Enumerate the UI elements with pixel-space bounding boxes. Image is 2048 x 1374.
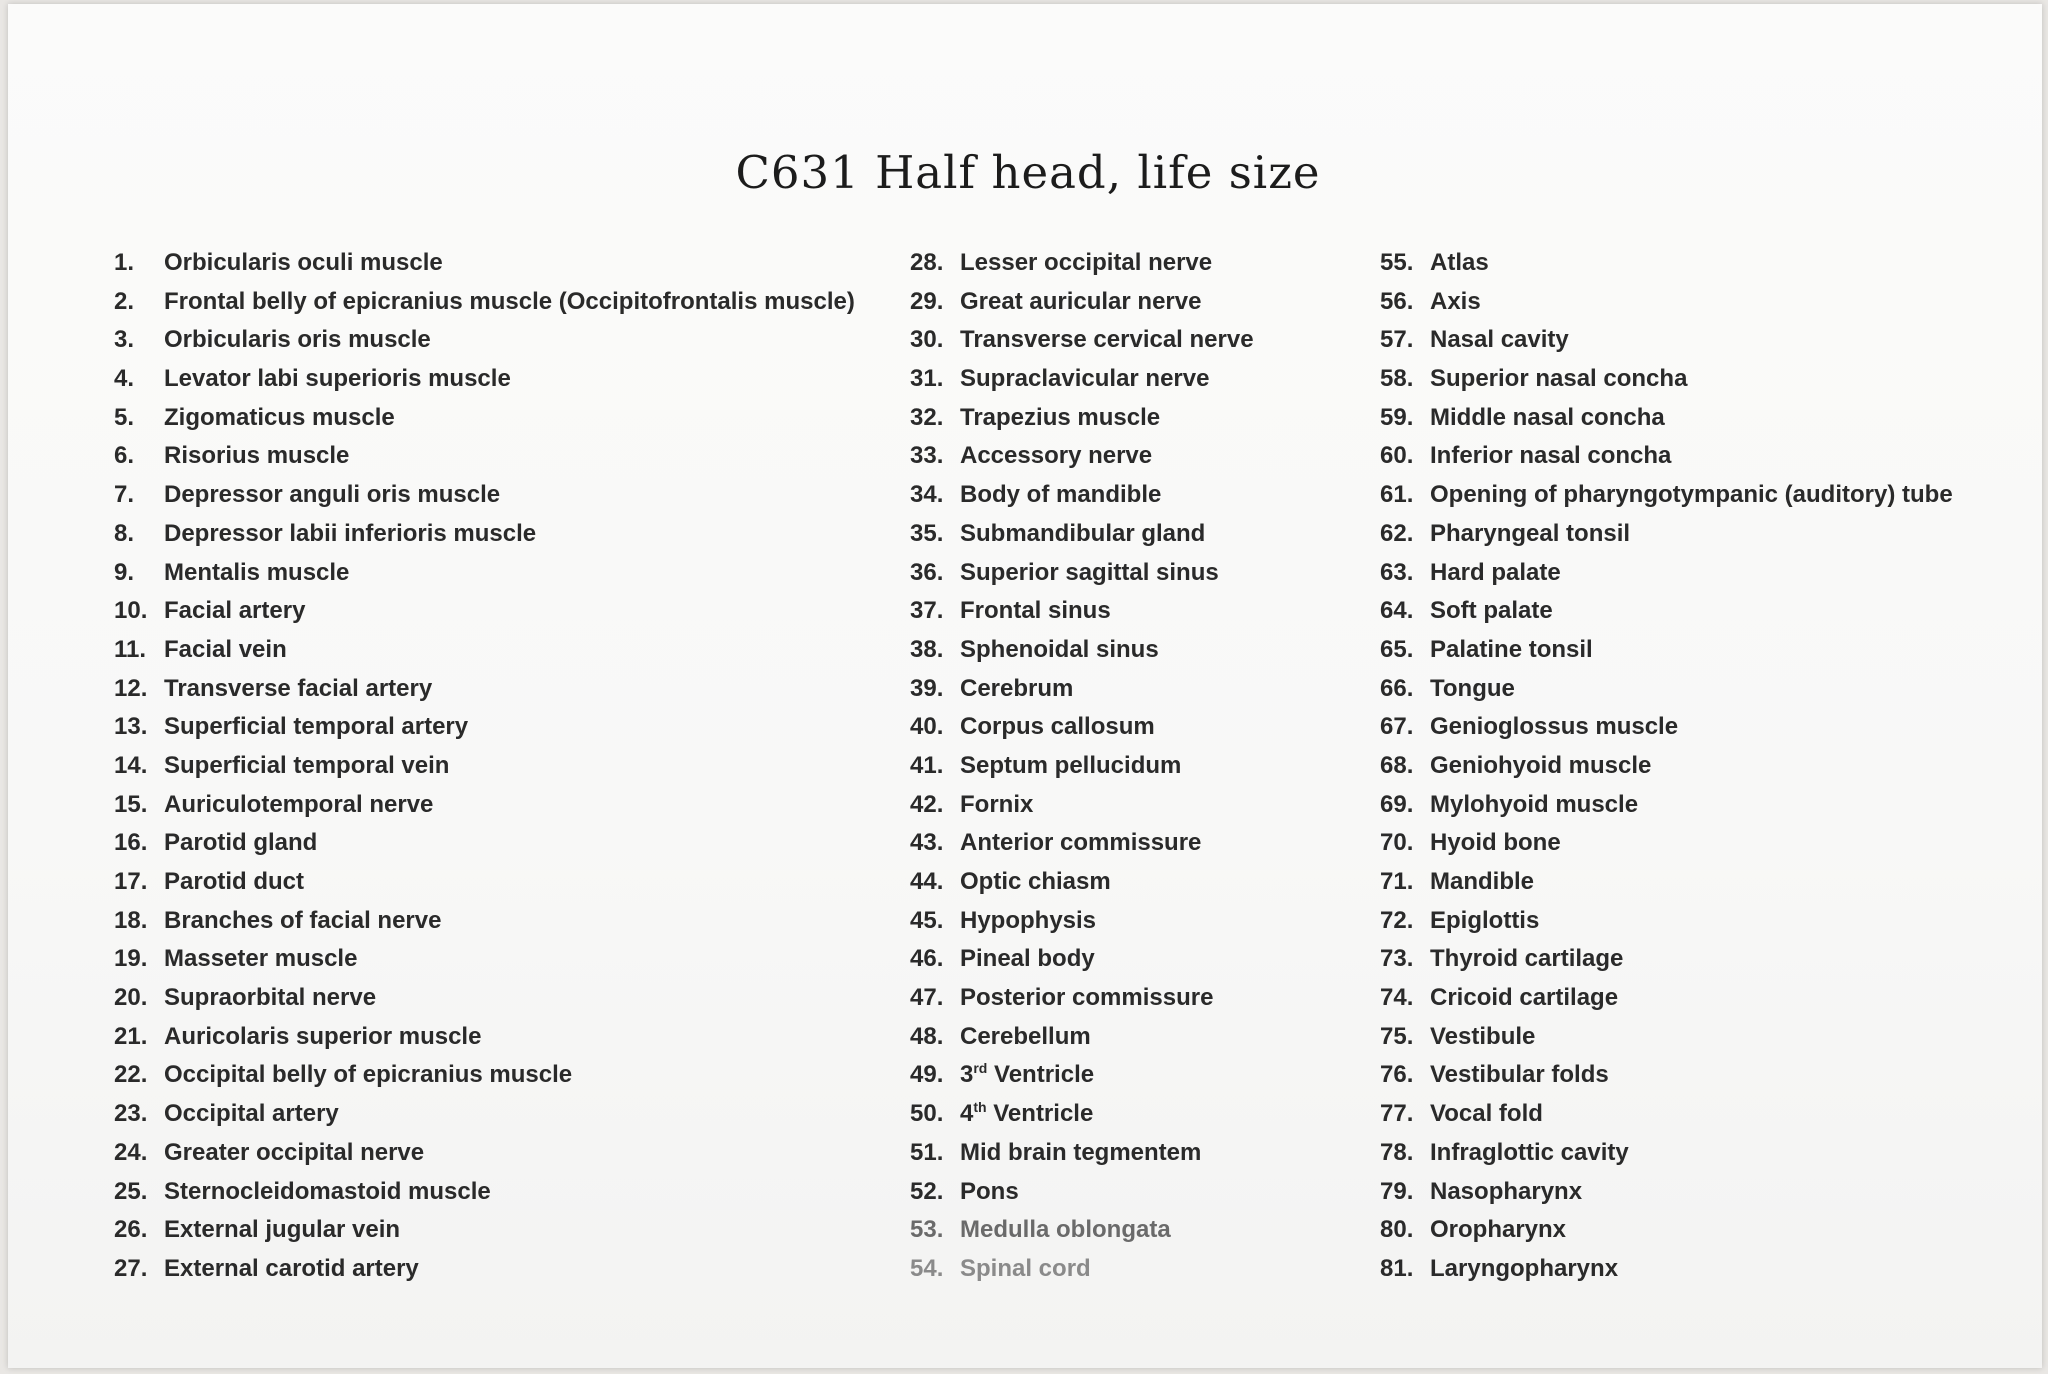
list-item — [1380, 1095, 1953, 1134]
item-number: 3. — [114, 326, 135, 354]
list-item — [910, 824, 1254, 863]
item-label: External carotid artery — [164, 1254, 419, 1282]
item-number: 24. — [114, 1138, 148, 1166]
item-label: External jugular vein — [164, 1216, 401, 1244]
item-label: Hard palate — [1430, 558, 1561, 586]
item-label: Levator labi superioris muscle — [164, 365, 511, 393]
item-number: 43. — [910, 829, 944, 857]
item-label: Anterior commissure — [960, 829, 1202, 857]
item-number: 17. — [114, 868, 148, 895]
item-label: Depressor labii inferioris muscle — [164, 519, 537, 547]
item-label: Cricoid cartilage — [1430, 984, 1619, 1012]
item-label: Vocal fold — [1430, 1100, 1543, 1128]
list-item — [1380, 283, 1953, 322]
item-number: 27. — [114, 1254, 148, 1282]
item-label: 4 — [960, 1100, 974, 1128]
item-ordinal-suffix: rd — [973, 1060, 988, 1077]
item-number: 38. — [910, 635, 944, 663]
item-label: Branches of facial nerve — [164, 906, 442, 934]
list-item — [1380, 902, 1953, 941]
item-number: 13. — [114, 713, 148, 741]
list-item — [1380, 244, 1953, 283]
item-label: Parotid duct — [164, 868, 305, 895]
item-number: 52. — [910, 1177, 944, 1205]
item-label: Great auricular nerve — [960, 287, 1202, 315]
item-label: Opening of pharyngotympanic (auditory) tube — [1430, 481, 1953, 509]
item-number: 21. — [114, 1022, 148, 1050]
list-item — [114, 399, 855, 438]
item-number: 79. — [1380, 1177, 1414, 1205]
item-label: Hyoid bone — [1430, 829, 1561, 857]
list-item — [910, 979, 1254, 1018]
list-item — [1380, 476, 1953, 515]
list-item — [910, 902, 1254, 941]
item-number: 62. — [1380, 519, 1414, 547]
list-item — [1380, 631, 1953, 670]
item-label: Mandible — [1430, 868, 1535, 895]
item-label: Palatine tonsil — [1430, 635, 1593, 663]
list-item — [910, 1173, 1254, 1212]
item-label: Cerebrum — [960, 674, 1074, 702]
list-item — [1380, 554, 1953, 593]
list-item — [114, 631, 855, 670]
item-number: 70. — [1380, 829, 1414, 857]
list-item — [114, 592, 855, 631]
list-item — [910, 940, 1254, 979]
item-number: 39. — [910, 674, 944, 702]
item-label: Pons — [960, 1177, 1019, 1205]
item-label: Atlas — [1430, 249, 1489, 276]
item-label: Sternocleidomastoid muscle — [164, 1177, 491, 1205]
item-number: 73. — [1380, 945, 1414, 973]
list-item — [1380, 1211, 1953, 1250]
item-number: 25. — [114, 1177, 148, 1205]
item-number: 51. — [910, 1138, 944, 1166]
list-item — [114, 1056, 855, 1095]
item-label: Body of mandible — [960, 481, 1162, 509]
item-number: 49. — [910, 1061, 944, 1089]
list-item — [1380, 747, 1953, 786]
item-number: 57. — [1380, 326, 1414, 354]
item-number: 14. — [114, 751, 148, 779]
item-label: Occipital artery — [164, 1100, 339, 1128]
item-label: Frontal sinus — [960, 597, 1111, 625]
item-number: 34. — [910, 481, 944, 509]
item-number: 33. — [910, 442, 944, 470]
item-label: Masseter muscle — [164, 945, 358, 973]
item-label: Vestibule — [1430, 1022, 1536, 1050]
item-label: Optic chiasm — [960, 868, 1111, 895]
item-number: 42. — [910, 790, 944, 818]
list-item — [114, 902, 855, 941]
item-number: 35. — [910, 519, 944, 547]
item-number: 56. — [1380, 287, 1414, 315]
item-label: Risorius muscle — [164, 442, 350, 470]
item-label: Superficial temporal vein — [164, 751, 450, 779]
list-item — [910, 360, 1254, 399]
list-item — [114, 708, 855, 747]
list-item — [910, 747, 1254, 786]
item-label: Occipital belly of epicranius muscle — [164, 1061, 573, 1089]
item-label: Laryngopharynx — [1430, 1254, 1619, 1282]
item-number: 40. — [910, 713, 944, 741]
list-item — [114, 670, 855, 709]
item-number: 18. — [114, 906, 148, 934]
list-item — [1380, 437, 1953, 476]
structure-list-column-2 — [910, 244, 1254, 1289]
list-item — [910, 863, 1254, 902]
list-item — [114, 1173, 855, 1212]
item-number: 63. — [1380, 558, 1414, 586]
list-item — [1380, 1173, 1953, 1212]
list-item — [910, 592, 1254, 631]
list-item — [114, 554, 855, 593]
item-number: 41. — [910, 751, 944, 779]
list-item — [1380, 979, 1953, 1018]
list-item — [910, 1018, 1254, 1057]
item-number: 65. — [1380, 635, 1414, 663]
item-label: Fornix — [960, 790, 1034, 818]
list-item — [114, 1250, 855, 1289]
item-number: 75. — [1380, 1022, 1414, 1050]
list-item — [114, 747, 855, 786]
list-item — [114, 437, 855, 476]
item-label: Mylohyoid muscle — [1430, 790, 1639, 818]
item-number: 81. — [1380, 1254, 1414, 1282]
item-label: Soft palate — [1430, 597, 1553, 625]
item-number: 19. — [114, 945, 148, 973]
list-item — [114, 979, 855, 1018]
item-label: Middle nasal concha — [1430, 403, 1665, 431]
list-item — [114, 863, 855, 902]
item-number: 22. — [114, 1061, 148, 1089]
item-number: 15. — [114, 790, 148, 818]
item-number: 32. — [910, 403, 944, 431]
item-label: Vestibular folds — [1430, 1061, 1609, 1089]
list-item — [1380, 321, 1953, 360]
item-label: Superior nasal concha — [1430, 365, 1688, 393]
list-item — [114, 1134, 855, 1173]
list-item — [910, 554, 1254, 593]
list-item — [114, 244, 855, 283]
paper-sheet — [8, 4, 2042, 1368]
item-number: 2. — [114, 287, 135, 315]
item-label: Parotid gland — [164, 829, 318, 857]
item-ordinal-suffix: th — [973, 1099, 987, 1116]
item-label: Superior sagittal sinus — [960, 558, 1219, 586]
list-item — [910, 437, 1254, 476]
item-label: Tongue — [1430, 674, 1515, 702]
structure-list-column-1 — [114, 244, 855, 1289]
list-item — [910, 1250, 1254, 1289]
item-number: 74. — [1380, 984, 1414, 1012]
item-number: 6. — [114, 442, 135, 470]
list-item — [910, 244, 1254, 283]
list-item — [114, 940, 855, 979]
item-label: Auricolaris superior muscle — [164, 1022, 482, 1050]
item-label: Orbicularis oris muscle — [164, 326, 431, 354]
item-label: Lesser occipital nerve — [960, 249, 1213, 276]
item-number: 66. — [1380, 674, 1414, 702]
list-item — [1380, 940, 1953, 979]
item-number: 8. — [114, 519, 135, 547]
item-number: 1. — [114, 249, 135, 276]
list-item — [114, 515, 855, 554]
item-number: 4. — [114, 365, 135, 393]
structure-list-column-3 — [1380, 244, 1953, 1289]
item-label: Corpus callosum — [960, 713, 1155, 741]
item-label: Axis — [1430, 287, 1481, 315]
list-item — [114, 824, 855, 863]
list-item — [114, 360, 855, 399]
item-number: 67. — [1380, 713, 1414, 741]
list-item — [114, 321, 855, 360]
item-number: 72. — [1380, 906, 1414, 934]
item-number: 55. — [1380, 249, 1414, 276]
item-number: 11. — [114, 635, 147, 663]
item-label: Pharyngeal tonsil — [1430, 519, 1631, 547]
list-item — [1380, 360, 1953, 399]
list-item — [910, 1056, 1254, 1095]
item-number: 50. — [910, 1100, 944, 1128]
item-number: 28. — [910, 249, 944, 276]
list-item — [1380, 786, 1953, 825]
list-item — [1380, 863, 1953, 902]
item-number: 16. — [114, 829, 148, 857]
list-item — [910, 631, 1254, 670]
item-label: Accessory nerve — [960, 442, 1153, 470]
item-number: 7. — [114, 481, 135, 509]
list-item — [910, 399, 1254, 438]
list-item — [114, 1211, 855, 1250]
list-item — [114, 1095, 855, 1134]
list-item — [114, 476, 855, 515]
item-label: Oropharynx — [1430, 1216, 1567, 1244]
list-item — [1380, 1056, 1953, 1095]
item-number: 29. — [910, 287, 944, 315]
list-item — [1380, 1134, 1953, 1173]
item-label: Geniohyoid muscle — [1430, 751, 1652, 779]
item-label: Greater occipital nerve — [164, 1138, 425, 1166]
item-label: Facial vein — [164, 635, 287, 663]
item-label: Inferior nasal concha — [1430, 442, 1672, 470]
list-item — [910, 708, 1254, 747]
item-number: 20. — [114, 984, 148, 1012]
item-label-rest: Ventricle — [987, 1061, 1095, 1089]
list-item — [114, 1018, 855, 1057]
list-item — [114, 786, 855, 825]
item-label: Frontal belly of epicranius muscle (Occipitofrontalis muscle) — [164, 287, 855, 315]
item-number: 23. — [114, 1100, 148, 1128]
list-item — [910, 1211, 1254, 1250]
item-number: 77. — [1380, 1100, 1414, 1128]
item-number: 46. — [910, 945, 944, 973]
list-item — [114, 283, 855, 322]
item-number: 59. — [1380, 403, 1414, 431]
list-item — [1380, 1018, 1953, 1057]
item-number: 5. — [114, 403, 135, 431]
item-label: Depressor anguli oris muscle — [164, 481, 501, 509]
item-label: Mid brain tegmentem — [960, 1138, 1202, 1166]
list-item — [910, 283, 1254, 322]
list-item — [1380, 824, 1953, 863]
item-label: Infraglottic cavity — [1430, 1138, 1629, 1166]
list-item — [910, 786, 1254, 825]
item-number: 31. — [910, 365, 944, 393]
item-label: Facial artery — [164, 597, 306, 625]
list-item — [1380, 1250, 1953, 1289]
list-item — [1380, 708, 1953, 747]
item-number: 78. — [1380, 1138, 1414, 1166]
item-number: 30. — [910, 326, 944, 354]
item-number: 47. — [910, 984, 944, 1012]
item-number: 26. — [114, 1216, 148, 1244]
item-number: 53. — [910, 1216, 944, 1244]
list-item — [910, 670, 1254, 709]
list-item — [1380, 399, 1953, 438]
item-label: Sphenoidal sinus — [960, 635, 1159, 663]
list-item — [910, 1095, 1254, 1134]
item-label: Posterior commissure — [960, 984, 1214, 1012]
item-label: Transverse cervical nerve — [960, 326, 1254, 354]
item-label: Nasopharynx — [1430, 1177, 1583, 1205]
item-label: 3 — [960, 1061, 974, 1089]
item-number: 48. — [910, 1022, 944, 1050]
item-label: Nasal cavity — [1430, 326, 1569, 354]
item-label: Epiglottis — [1430, 906, 1540, 934]
item-label-rest: Ventricle — [986, 1100, 1094, 1128]
item-number: 54. — [910, 1254, 944, 1282]
item-number: 71. — [1380, 868, 1414, 895]
item-number: 44. — [910, 868, 944, 895]
item-label: Superficial temporal artery — [164, 713, 469, 741]
item-number: 10. — [114, 597, 148, 625]
list-item — [910, 1134, 1254, 1173]
item-label: Trapezius muscle — [960, 403, 1161, 431]
item-label: Hypophysis — [960, 906, 1097, 934]
item-label: Spinal cord — [960, 1254, 1091, 1282]
list-item — [1380, 515, 1953, 554]
item-number: 68. — [1380, 751, 1414, 779]
item-number: 37. — [910, 597, 944, 625]
item-number: 60. — [1380, 442, 1414, 470]
item-label: Supraclavicular nerve — [960, 365, 1210, 393]
item-label: Mentalis muscle — [164, 558, 350, 586]
list-item — [910, 515, 1254, 554]
item-number: 36. — [910, 558, 944, 586]
item-number: 69. — [1380, 790, 1414, 818]
item-label: Supraorbital nerve — [164, 984, 377, 1012]
item-number: 12. — [114, 674, 148, 702]
item-label: Thyroid cartilage — [1430, 945, 1624, 973]
item-number: 76. — [1380, 1061, 1414, 1089]
item-label: Auriculotemporal nerve — [164, 790, 434, 818]
item-number: 64. — [1380, 597, 1414, 625]
item-label: Orbicularis oculi muscle — [164, 249, 443, 276]
list-item — [1380, 670, 1953, 709]
item-number: 45. — [910, 906, 944, 934]
list-item — [910, 476, 1254, 515]
item-label: Zigomaticus muscle — [164, 403, 395, 431]
item-number: 80. — [1380, 1216, 1414, 1244]
item-label: Genioglossus muscle — [1430, 713, 1679, 741]
item-number: 9. — [114, 558, 135, 586]
list-item — [1380, 592, 1953, 631]
item-number: 58. — [1380, 365, 1414, 393]
page-title: C631 Half head, life size — [735, 146, 1321, 199]
list-item — [910, 321, 1254, 360]
item-number: 61. — [1380, 481, 1414, 509]
item-label: Transverse facial artery — [164, 674, 433, 702]
item-label: Cerebellum — [960, 1022, 1091, 1050]
item-label: Pineal body — [960, 945, 1095, 973]
item-label: Medulla oblongata — [960, 1216, 1171, 1244]
item-label: Septum pellucidum — [960, 751, 1182, 779]
item-label: Submandibular gland — [960, 519, 1206, 547]
